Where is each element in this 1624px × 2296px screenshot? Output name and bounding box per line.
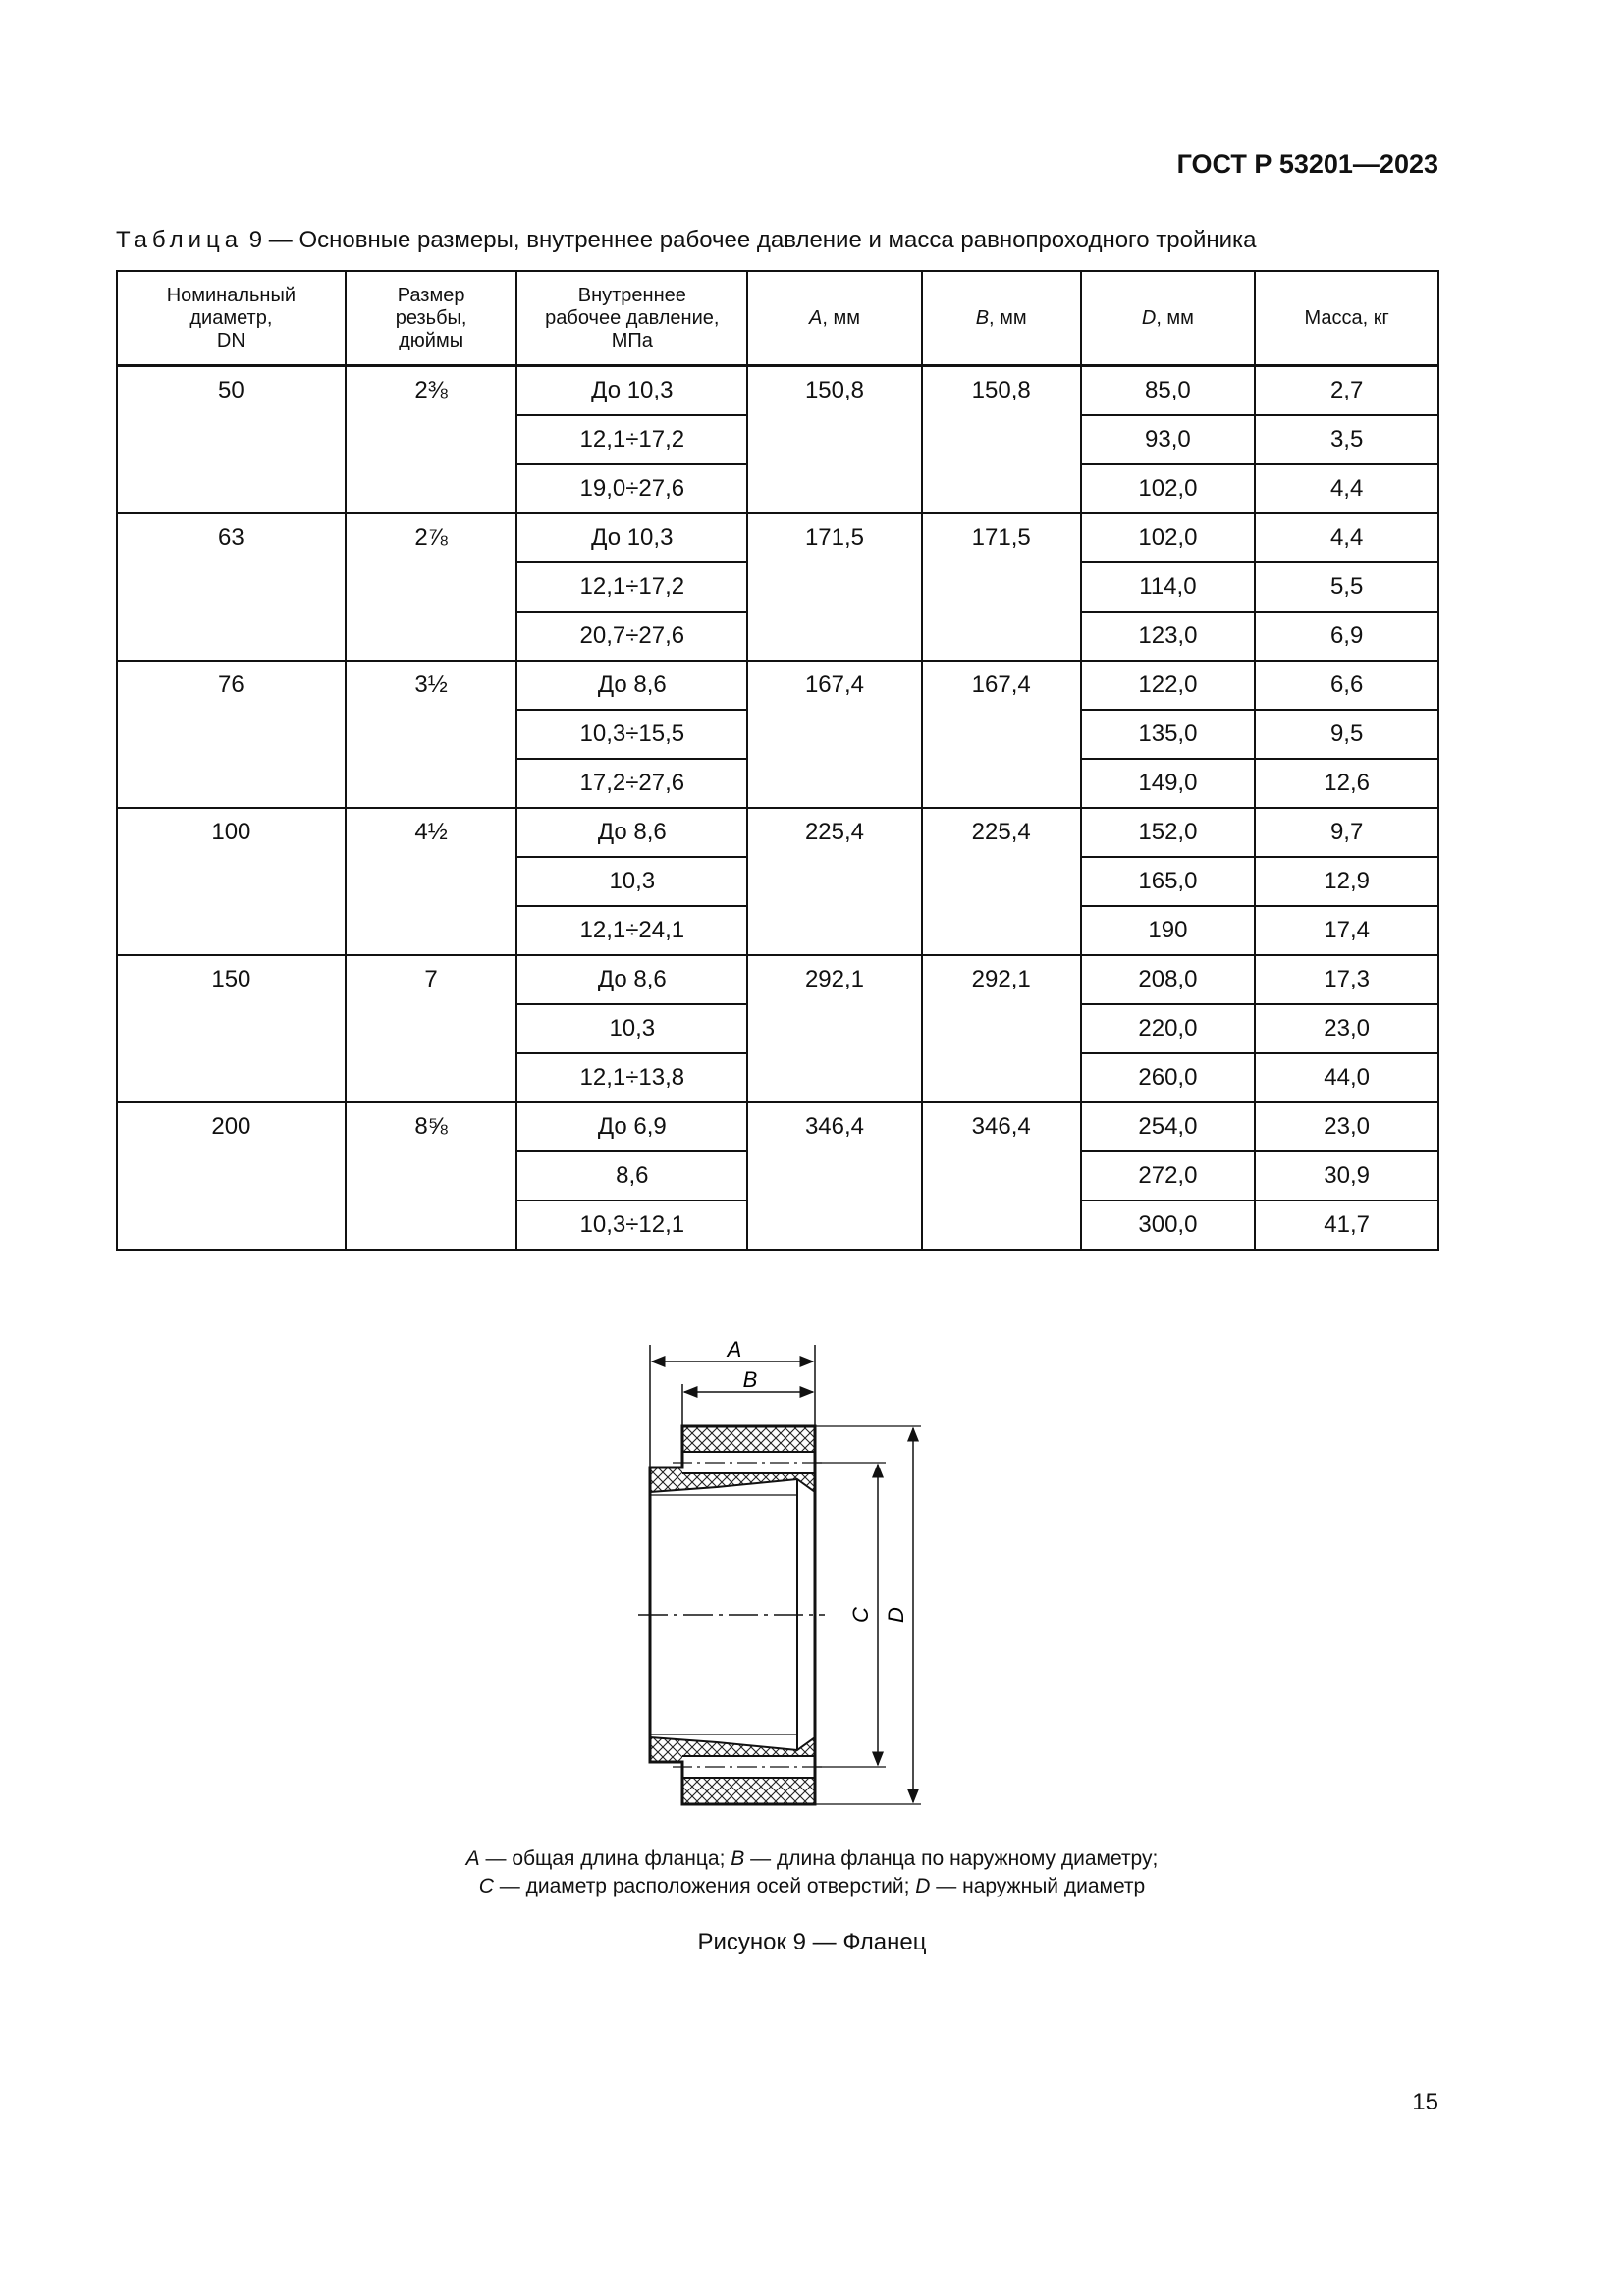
header-mass: Масса, кг [1255, 271, 1438, 366]
cell-thread: 3½ [346, 661, 517, 808]
cell-dn: 150 [117, 955, 346, 1102]
cell-dn: 76 [117, 661, 346, 808]
cell-pressure: 12,1÷24,1 [516, 906, 747, 955]
table-group-dn100 [117, 808, 1438, 955]
cell-d: 85,0 [1081, 366, 1256, 416]
cell-d: 93,0 [1081, 415, 1256, 464]
figure-legend [0, 1845, 1624, 1900]
label-b: B [742, 1367, 758, 1392]
cell-mass: 30,9 [1255, 1151, 1438, 1201]
legend-line-2: C — диаметр расположения осей отверстий; D — наружный диаметр [478, 1875, 1146, 1897]
cell-pressure: 8,6 [516, 1151, 747, 1201]
cell-d: 190 [1081, 906, 1256, 955]
cell-thread: 7 [346, 955, 517, 1102]
cell-pressure: 19,0÷27,6 [516, 464, 747, 513]
cell-d: 149,0 [1081, 759, 1256, 808]
table-header-row [117, 271, 1438, 366]
cell-pressure: До 6,9 [516, 1102, 747, 1151]
table-row [117, 808, 1438, 857]
table-caption-text: 9 — Основные размеры, внутреннее рабочее давление и масса равнопроходного тройника [243, 227, 1257, 253]
label-a: A [727, 1337, 742, 1362]
cell-mass: 9,7 [1255, 808, 1438, 857]
cell-mass: 2,7 [1255, 366, 1438, 416]
table-row [117, 1102, 1438, 1151]
table-group-dn63 [117, 513, 1438, 661]
label-d: D [884, 1607, 908, 1623]
cell-dn: 50 [117, 366, 346, 514]
cell-a: 346,4 [747, 1102, 922, 1250]
cell-d: 272,0 [1081, 1151, 1256, 1201]
cell-a: 292,1 [747, 955, 922, 1102]
cell-mass: 41,7 [1255, 1201, 1438, 1250]
cell-d: 300,0 [1081, 1201, 1256, 1250]
header-pressure: Внутреннее рабочее давление, МПа [516, 271, 747, 366]
cell-b: 150,8 [922, 366, 1081, 514]
cell-mass: 12,6 [1255, 759, 1438, 808]
cell-pressure: 17,2÷27,6 [516, 759, 747, 808]
cell-a: 171,5 [747, 513, 922, 661]
cell-thread: 8⅝ [346, 1102, 517, 1250]
cell-pressure: 12,1÷17,2 [516, 562, 747, 612]
table-caption [116, 227, 1256, 254]
cell-pressure: 10,3 [516, 1004, 747, 1053]
cell-d: 123,0 [1081, 612, 1256, 661]
flange-drawing [628, 1330, 943, 1821]
table-row [117, 661, 1438, 710]
cell-mass: 17,4 [1255, 906, 1438, 955]
header-thread: Размер резьбы, дюймы [346, 271, 517, 366]
cell-mass: 12,9 [1255, 857, 1438, 906]
cell-pressure: До 8,6 [516, 808, 747, 857]
cell-dn: 63 [117, 513, 346, 661]
cell-thread: 2⅞ [346, 513, 517, 661]
cell-dn: 100 [117, 808, 346, 955]
cell-mass: 23,0 [1255, 1004, 1438, 1053]
dimensions-table [116, 270, 1439, 1251]
cell-b: 225,4 [922, 808, 1081, 955]
cell-b: 346,4 [922, 1102, 1081, 1250]
cell-pressure: До 10,3 [516, 513, 747, 562]
cell-mass: 4,4 [1255, 513, 1438, 562]
cell-d: 114,0 [1081, 562, 1256, 612]
table-caption-prefix: Таблица [116, 227, 244, 253]
header-b: B, мм [922, 271, 1081, 366]
cell-a: 225,4 [747, 808, 922, 955]
header-d: D, мм [1081, 271, 1256, 366]
cell-pressure: 10,3 [516, 857, 747, 906]
cell-thread: 2⅜ [346, 366, 517, 514]
table-row [117, 955, 1438, 1004]
table-row [117, 513, 1438, 562]
cell-pressure: 10,3÷12,1 [516, 1201, 747, 1250]
cell-b: 171,5 [922, 513, 1081, 661]
cell-d: 102,0 [1081, 513, 1256, 562]
cell-d: 102,0 [1081, 464, 1256, 513]
cell-d: 260,0 [1081, 1053, 1256, 1102]
table-row [117, 366, 1438, 416]
cell-pressure: 20,7÷27,6 [516, 612, 747, 661]
cell-mass: 3,5 [1255, 415, 1438, 464]
cell-d: 208,0 [1081, 955, 1256, 1004]
header-a: A, мм [747, 271, 922, 366]
cell-mass: 5,5 [1255, 562, 1438, 612]
cell-mass: 4,4 [1255, 464, 1438, 513]
figure-title: Рисунок 9 — Фланец [697, 1929, 927, 1955]
cell-mass: 17,3 [1255, 955, 1438, 1004]
cell-mass: 6,9 [1255, 612, 1438, 661]
table-group-dn200 [117, 1102, 1438, 1250]
legend-line-1: A — общая длина фланца; B — длина фланца по наружному диаметру; [465, 1847, 1159, 1870]
cell-pressure: 12,1÷17,2 [516, 415, 747, 464]
cell-mass: 9,5 [1255, 710, 1438, 759]
cell-a: 150,8 [747, 366, 922, 514]
cell-a: 167,4 [747, 661, 922, 808]
table-group-dn50 [117, 366, 1438, 514]
cell-mass: 6,6 [1255, 661, 1438, 710]
header-dn: Номинальный диаметр, DN [117, 271, 346, 366]
cell-dn: 200 [117, 1102, 346, 1250]
cell-mass: 44,0 [1255, 1053, 1438, 1102]
document-id: ГОСТ Р 53201—2023 [1176, 149, 1438, 179]
table-group-dn150 [117, 955, 1438, 1102]
cell-d: 165,0 [1081, 857, 1256, 906]
cell-d: 254,0 [1081, 1102, 1256, 1151]
cell-pressure: 12,1÷13,8 [516, 1053, 747, 1102]
cell-pressure: 10,3÷15,5 [516, 710, 747, 759]
cell-d: 220,0 [1081, 1004, 1256, 1053]
cell-mass: 23,0 [1255, 1102, 1438, 1151]
page-number: 15 [1412, 2089, 1438, 2115]
cell-d: 122,0 [1081, 661, 1256, 710]
table-group-dn76 [117, 661, 1438, 808]
cell-b: 167,4 [922, 661, 1081, 808]
cell-d: 152,0 [1081, 808, 1256, 857]
cell-pressure: До 10,3 [516, 366, 747, 416]
cell-pressure: До 8,6 [516, 661, 747, 710]
label-c: C [848, 1607, 873, 1623]
cell-d: 135,0 [1081, 710, 1256, 759]
cell-pressure: До 8,6 [516, 955, 747, 1004]
cell-b: 292,1 [922, 955, 1081, 1102]
cell-thread: 4½ [346, 808, 517, 955]
